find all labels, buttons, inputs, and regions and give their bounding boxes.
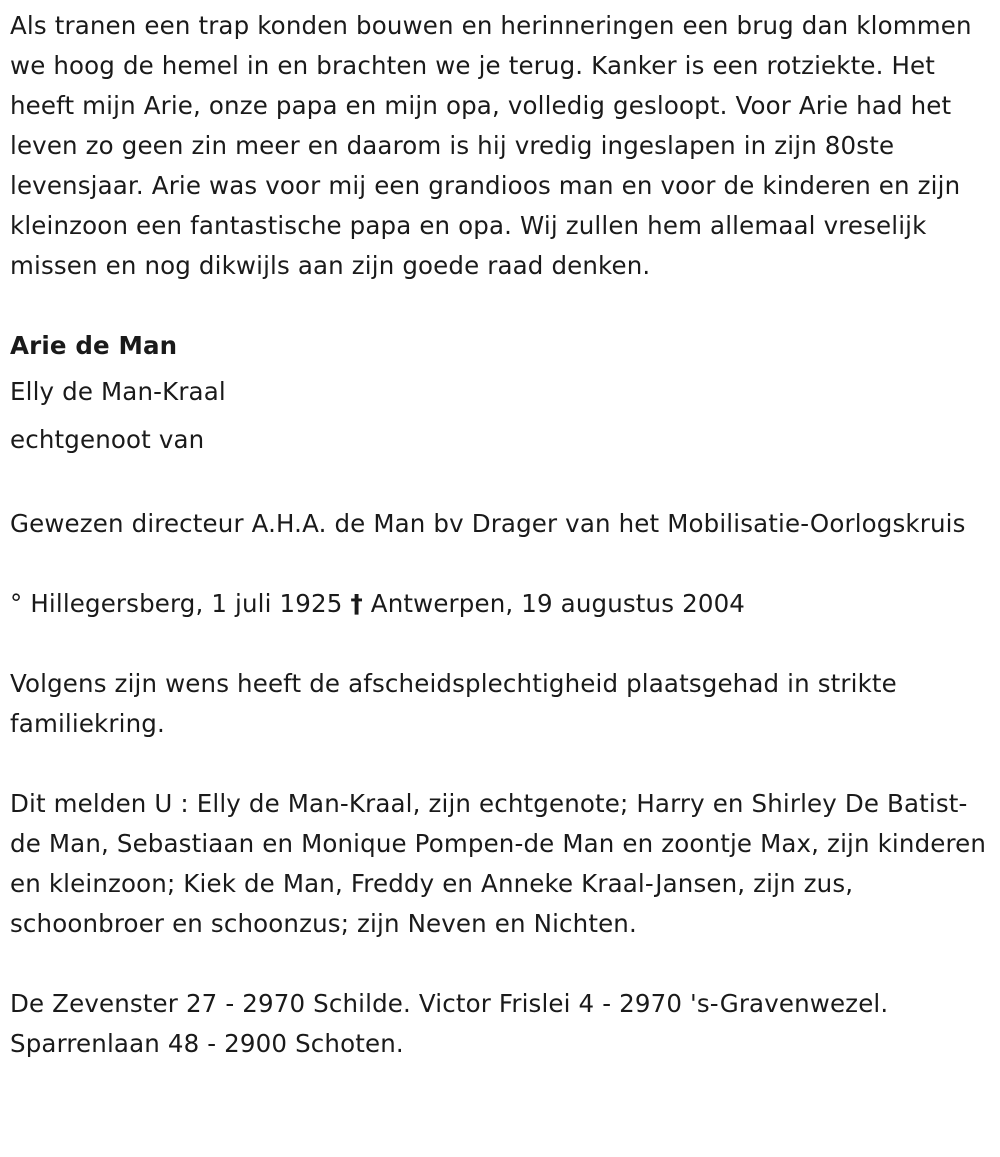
relation-text: echtgenoot van <box>10 425 205 454</box>
funeral-text: Volgens zijn wens heeft de afscheidsplechtigheid plaatsgehad in strikte familiekring. <box>10 669 897 738</box>
spacer <box>10 464 990 504</box>
spacer <box>10 624 990 664</box>
cross-icon: † <box>350 589 363 618</box>
spouse-block <box>10 368 990 464</box>
spacer <box>10 944 990 984</box>
addresses-text: De Zevenster 27 - 2970 Schilde. Victor Frislei 4 - 2970 's-Gravenwezel. Sparrenlaan 48 - 2900 Schoten. <box>10 989 889 1058</box>
spacer <box>10 544 990 584</box>
death-text: Antwerpen, 19 augustus 2004 <box>370 589 746 618</box>
spacer <box>10 744 990 784</box>
obituary-notice <box>10 6 990 1064</box>
intro-text: Als tranen een trap konden bouwen en herinneringen een brug dan klommen we hoog de hemel in en brachten we je terug. Kanker is een rotziekte. Het heeft mijn Arie, onze papa en mijn opa, volledig gesloopt. Voor Arie had het leven zo geen zin meer en daarom is hij vredig ingeslapen in zijn 80ste levensjaar. Arie was voor mij een grandioos man en voor de kinderen en zijn kleinzoon een fantastische papa en opa. Wij zullen hem allemaal vreselijk missen en nog dikwijls aan zijn goede raad denken. <box>10 11 972 280</box>
career-text: Gewezen directeur A.H.A. de Man bv Drager van het Mobilisatie-Oorlogskruis <box>10 509 966 538</box>
spouse-name: Elly de Man-Kraal <box>10 377 226 406</box>
deceased-name: Arie de Man <box>10 331 178 360</box>
announcement-text: Dit melden U : Elly de Man-Kraal, zijn echtgenote; Harry en Shirley De Batist-de Man, Sebastiaan en Monique Pompen-de Man en zoontje Max, zijn kinderen en kleinzoon; Kiek de Man, Freddy en Anneke Kraal-Jansen, zijn zus, schoonbroer en schoonzus; zijn Neven en Nichten. <box>10 789 987 938</box>
life-dates <box>10 584 990 624</box>
spacer <box>10 286 990 326</box>
birth-text: ° Hillegersberg, 1 juli 1925 <box>10 589 343 618</box>
